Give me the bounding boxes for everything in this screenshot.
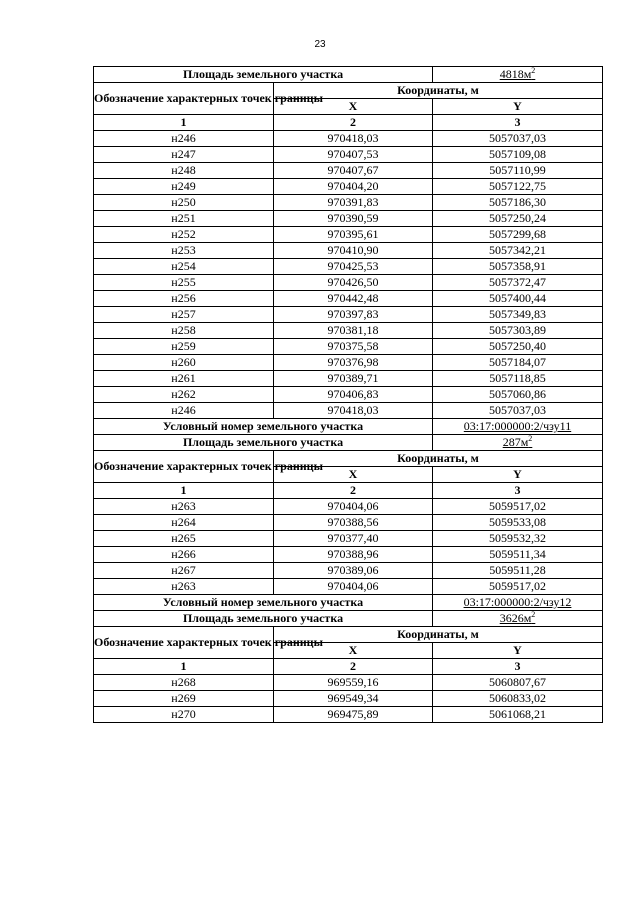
y-coordinate: 5057060,86 (433, 387, 603, 403)
y-coordinate: 5057250,40 (433, 339, 603, 355)
area-value (433, 435, 603, 451)
coordinates-header: Координаты, м (274, 83, 603, 99)
area-unit-superscript: 2 (531, 66, 536, 75)
y-coordinate: 5057349,83 (433, 307, 603, 323)
table-row (94, 211, 603, 227)
conditional-number-value (433, 595, 603, 611)
y-coordinate: 5057037,03 (433, 403, 603, 419)
x-coordinate: 970388,56 (274, 515, 433, 531)
y-coordinate: 5060807,67 (433, 675, 603, 691)
point-id: н256 (94, 291, 274, 307)
point-id: н261 (94, 371, 274, 387)
point-id: н265 (94, 531, 274, 547)
y-header: Y (433, 643, 603, 659)
point-designation-header: Обозначение характерных точек границы (94, 627, 274, 659)
x-coordinate: 970389,06 (274, 563, 433, 579)
point-id: н268 (94, 675, 274, 691)
x-coordinate: 970407,67 (274, 163, 433, 179)
x-coordinate: 970404,06 (274, 499, 433, 515)
area-label: Площадь земельного участка (94, 611, 433, 627)
conditional-number-text: 03:17:000000:2/чзу11 (463, 419, 572, 433)
point-id: н260 (94, 355, 274, 371)
area-text: $4818м^2$ (499, 66, 536, 81)
column-number-1: 1 (94, 483, 274, 499)
coordinates-header-row (94, 83, 603, 99)
column-number-3: 3 (433, 483, 603, 499)
point-id: н269 (94, 691, 274, 707)
y-coordinate: 5057037,03 (433, 131, 603, 147)
y-coordinate: 5057372,47 (433, 275, 603, 291)
coordinates-table (93, 66, 603, 723)
area-value (433, 67, 603, 83)
column-number-2: 2 (274, 659, 433, 675)
point-id: н264 (94, 515, 274, 531)
y-coordinate: 5057303,89 (433, 323, 603, 339)
table-row (94, 531, 603, 547)
table-row (94, 163, 603, 179)
y-coordinate: 5057186,30 (433, 195, 603, 211)
x-coordinate: 970391,83 (274, 195, 433, 211)
area-unit-superscript: 2 (531, 610, 536, 619)
point-id: н266 (94, 547, 274, 563)
point-id: н251 (94, 211, 274, 227)
table-row (94, 579, 603, 595)
x-header: X (274, 643, 433, 659)
point-id: н252 (94, 227, 274, 243)
point-id: н254 (94, 259, 274, 275)
table-row (94, 387, 603, 403)
y-coordinate: 5061068,21 (433, 707, 603, 723)
y-coordinate: 5057250,24 (433, 211, 603, 227)
table-row (94, 243, 603, 259)
conditional-number-label: Условный номер земельного участка (94, 595, 433, 611)
x-coordinate: 970388,96 (274, 547, 433, 563)
table-row (94, 179, 603, 195)
x-coordinate: 970410,90 (274, 243, 433, 259)
point-id: н263 (94, 499, 274, 515)
y-coordinate: 5057358,91 (433, 259, 603, 275)
point-id: н267 (94, 563, 274, 579)
table-row (94, 259, 603, 275)
point-id: н262 (94, 387, 274, 403)
point-id: н246 (94, 403, 274, 419)
conditional-number-row (94, 595, 603, 611)
y-coordinate: 5057109,08 (433, 147, 603, 163)
table-row (94, 131, 603, 147)
y-coordinate: 5059532,32 (433, 531, 603, 547)
y-header: Y (433, 99, 603, 115)
table-row (94, 291, 603, 307)
table-row (94, 675, 603, 691)
x-coordinate: 970406,83 (274, 387, 433, 403)
x-coordinate: 970404,20 (274, 179, 433, 195)
x-coordinate: 970381,18 (274, 323, 433, 339)
area-unit-superscript: 2 (528, 434, 533, 443)
y-coordinate: 5057299,68 (433, 227, 603, 243)
table-row (94, 355, 603, 371)
x-coordinate: 970375,58 (274, 339, 433, 355)
x-coordinate: 969549,34 (274, 691, 433, 707)
x-coordinate: 970397,83 (274, 307, 433, 323)
y-coordinate: 5057342,21 (433, 243, 603, 259)
x-coordinate: 970426,50 (274, 275, 433, 291)
y-coordinate: 5060833,02 (433, 691, 603, 707)
table-row (94, 227, 603, 243)
y-coordinate: 5059517,02 (433, 579, 603, 595)
x-coordinate: 970377,40 (274, 531, 433, 547)
area-row (94, 435, 603, 451)
y-coordinate: 5057110,99 (433, 163, 603, 179)
table-row (94, 547, 603, 563)
table-row (94, 275, 603, 291)
point-id: н253 (94, 243, 274, 259)
y-coordinate: 5059511,34 (433, 547, 603, 563)
area-label: Площадь земельного участка (94, 67, 433, 83)
conditional-number-text: 03:17:000000:2/чзу12 (463, 595, 572, 609)
x-coordinate: 970418,03 (274, 403, 433, 419)
coordinates-header-row (94, 627, 603, 643)
x-coordinate: 970404,06 (274, 579, 433, 595)
table-row (94, 563, 603, 579)
table-row (94, 147, 603, 163)
y-header: Y (433, 467, 603, 483)
point-id: н248 (94, 163, 274, 179)
x-coordinate: 970442,48 (274, 291, 433, 307)
area-row (94, 611, 603, 627)
y-coordinate: 5059511,28 (433, 563, 603, 579)
y-coordinate: 5057122,75 (433, 179, 603, 195)
point-id: н263 (94, 579, 274, 595)
x-coordinate: 970407,53 (274, 147, 433, 163)
table-row (94, 195, 603, 211)
x-coordinate: 970395,61 (274, 227, 433, 243)
area-value (433, 611, 603, 627)
table-row (94, 403, 603, 419)
coordinates-header: Координаты, м (274, 451, 603, 467)
column-number-2: 2 (274, 115, 433, 131)
conditional-number-row (94, 419, 603, 435)
table-row (94, 515, 603, 531)
point-id: н270 (94, 707, 274, 723)
point-id: н249 (94, 179, 274, 195)
y-coordinate: 5059533,08 (433, 515, 603, 531)
point-id: н250 (94, 195, 274, 211)
point-designation-header: Обозначение характерных точек границы (94, 83, 274, 115)
coordinates-header: Координаты, м (274, 627, 603, 643)
y-coordinate: 5057184,07 (433, 355, 603, 371)
x-header: X (274, 99, 433, 115)
point-id: н258 (94, 323, 274, 339)
table-row (94, 707, 603, 723)
column-number-2: 2 (274, 483, 433, 499)
point-id: н247 (94, 147, 274, 163)
y-coordinate: 5057400,44 (433, 291, 603, 307)
point-designation-header: Обозначение характерных точек границы (94, 451, 274, 483)
column-number-3: 3 (433, 115, 603, 131)
x-coordinate: 970376,98 (274, 355, 433, 371)
column-numbers-row (94, 483, 603, 499)
y-coordinate: 5059517,02 (433, 499, 603, 515)
y-coordinate: 5057118,85 (433, 371, 603, 387)
area-text: $3626м^2$ (499, 610, 536, 625)
table-row (94, 691, 603, 707)
column-number-1: 1 (94, 659, 274, 675)
point-id: н257 (94, 307, 274, 323)
table-row (94, 339, 603, 355)
table-row (94, 307, 603, 323)
column-number-1: 1 (94, 115, 274, 131)
x-coordinate: 969559,16 (274, 675, 433, 691)
x-coordinate: 969475,89 (274, 707, 433, 723)
table-row (94, 499, 603, 515)
coordinates-header-row (94, 451, 603, 467)
table-row (94, 323, 603, 339)
point-id: н255 (94, 275, 274, 291)
column-numbers-row (94, 115, 603, 131)
x-coordinate: 970418,03 (274, 131, 433, 147)
column-numbers-row (94, 659, 603, 675)
column-number-3: 3 (433, 659, 603, 675)
conditional-number-label: Условный номер земельного участка (94, 419, 433, 435)
point-id: н259 (94, 339, 274, 355)
table-row (94, 371, 603, 387)
conditional-number-value (433, 419, 603, 435)
x-coordinate: 970390,59 (274, 211, 433, 227)
x-header: X (274, 467, 433, 483)
point-id: н246 (94, 131, 274, 147)
page-number: 23 (314, 39, 326, 50)
area-row (94, 67, 603, 83)
x-coordinate: 970389,71 (274, 371, 433, 387)
area-label: Площадь земельного участка (94, 435, 433, 451)
x-coordinate: 970425,53 (274, 259, 433, 275)
area-text: $287м^2$ (502, 434, 533, 449)
